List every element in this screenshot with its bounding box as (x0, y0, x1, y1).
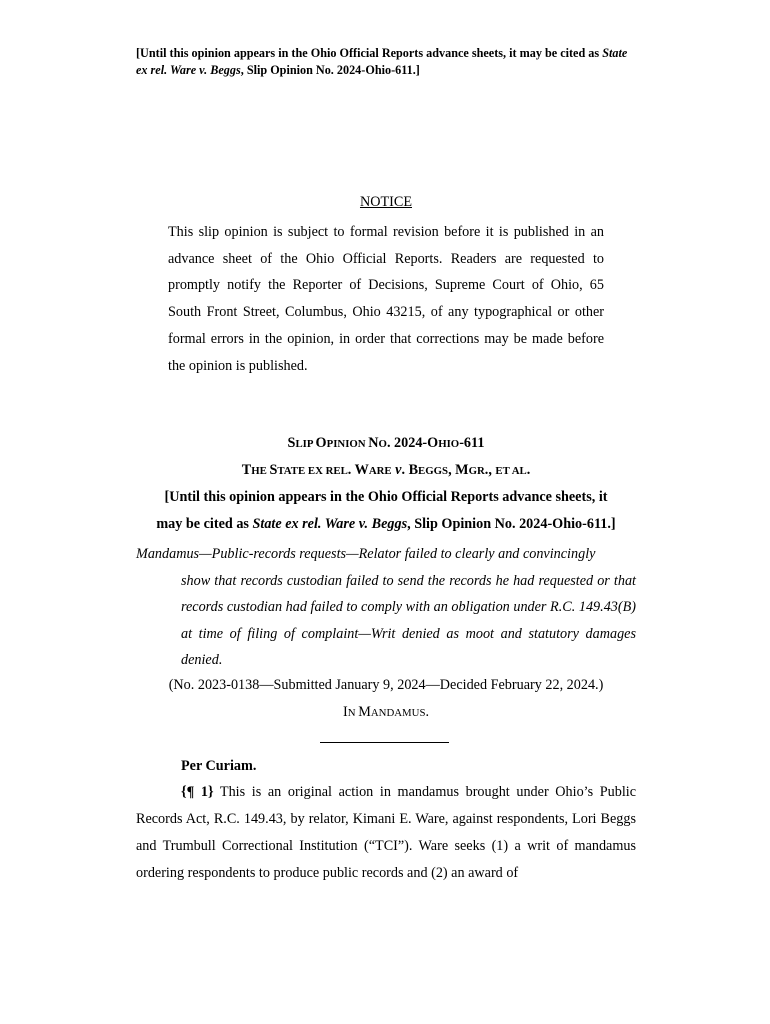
citation-line-1: [Until this opinion appears in the Ohio Official Reports advance sheets, it (164, 489, 608, 505)
opinion-paragraph-1 (136, 779, 636, 887)
citation-line-2: may be cited as State ex rel. Ware v. Beggs, Slip Opinion No. 2024-Ohio-611.] (156, 516, 616, 532)
case-title: THE STATE EX REL. WARE v. BEGGS, MGR., ET AL. (241, 462, 531, 478)
notice-block (168, 192, 604, 379)
slip-opinion-number: SLIP OPINION NO. 2024-OHIO-611 (287, 435, 485, 451)
paragraph-text: This is an original action in mandamus brought under Ohio’s Public Records Act, R.C. 149.43, by relator, Kimani E. Ware, against respondents, Lori Beggs and Trumbull Correctional Institution (“TCI”). Ware seeks (1) a writ of mandamus ordering respondents to produce public records and (2) an award of (136, 784, 637, 881)
syllabus-first-line: Mandamus—Public-records requests—Relator failed to clearly and convincingly (136, 546, 596, 562)
section-divider (320, 742, 449, 743)
case-info: (No. 2023-0138—Submitted January 9, 2024—Decided February 22, 2024.) (168, 677, 604, 693)
citation-header-note (136, 45, 641, 79)
syllabus (136, 541, 636, 674)
paragraph-marker: {¶ 1} (181, 784, 214, 800)
syllabus-continuation: show that records custodian failed to send the records he had requested or that records custodian had failed to comply with an obligation under R.C. 149.43(B) at time of filing of complaint—Writ denied as moot and statutory damages denied. (181, 572, 636, 669)
header-note-case-name: State ex rel. Ware v. Beggs (136, 46, 628, 77)
proceeding-type: IN MANDAMUS. (343, 704, 429, 720)
header-note-suffix: , Slip Opinion No. 2024-Ohio-611.] (240, 63, 420, 77)
notice-title: NOTICE (359, 194, 412, 210)
notice-body: This slip opinion is subject to formal revision before it is published in an advance sheet of the Ohio Official Reports. Readers are requested to promptly notify the Reporter of Decisions, Supreme Court of Ohio, 65 South Front Street, Columbus, Ohio 43215, of any typographical or other formal errors in the opinion, in order that corrections may be made before the opinion is published. (168, 224, 604, 374)
per-curiam-heading: Per Curiam. (181, 758, 257, 774)
header-note-text: [Until this opinion appears in the Ohio Official Reports advance sheets, it may be cited as (136, 46, 603, 60)
